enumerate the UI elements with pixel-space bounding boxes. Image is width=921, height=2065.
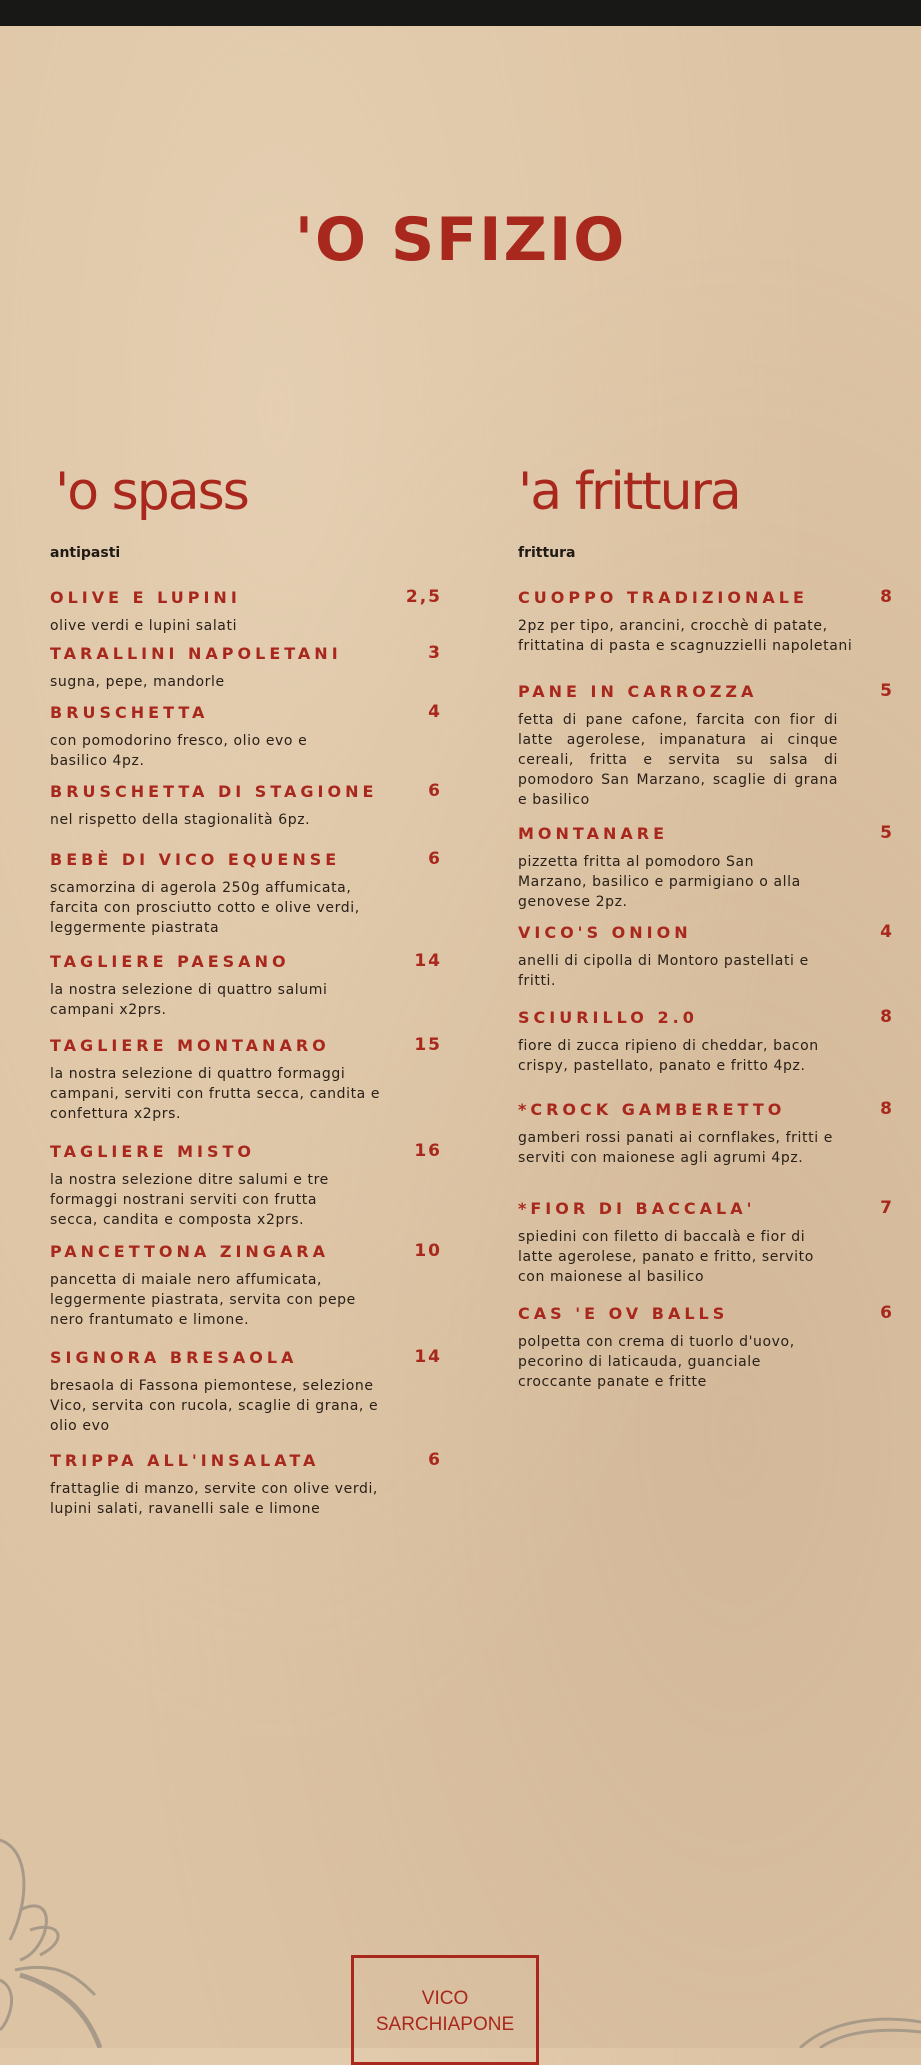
menu-item-header <box>50 1141 442 1161</box>
menu-item-header <box>518 823 894 843</box>
menu-item-price: 2,5 <box>405 587 442 607</box>
menu-item-price: 15 <box>414 1035 442 1055</box>
floral-decoration-icon <box>0 1820 170 2048</box>
menu-item-header <box>50 1450 442 1470</box>
menu-item-name: TAGLIERE PAESANO <box>50 951 290 971</box>
menu-item-description: fetta di pane cafone, farcita con fior di latte agerolese, impanatura ai cinque cereali, fritta e servita su salsa di pomodoro San Marzano, scaglie di grana e basilico <box>518 712 838 808</box>
logo-line-1: VICO <box>421 1988 469 2009</box>
menu-item-name: *FIOR DI BACCALA' <box>518 1198 756 1218</box>
menu-item-header <box>518 681 894 701</box>
menu-item-name: *CROCK GAMBERETTO <box>518 1099 786 1119</box>
menu-item-header <box>50 951 442 971</box>
menu-item-price: 4 <box>880 922 894 942</box>
menu-item <box>50 702 442 771</box>
menu-item-name: BRUSCHETTA DI STAGIONE <box>50 781 378 801</box>
menu-item-header <box>50 587 442 607</box>
menu-item <box>50 849 442 938</box>
logo-vico-sarchiapone <box>351 1955 539 2065</box>
menu-item-header <box>518 922 894 942</box>
page-title: 'O SFIZIO <box>294 205 627 275</box>
menu-item-price: 6 <box>428 1450 442 1470</box>
menu-item-description: scamorzina di agerola 250g affumicata, farcita con prosciutto cotto e olive verdi, leggermente piastrata <box>50 880 360 936</box>
menu-item-description: olive verdi e lupini salati <box>50 618 238 634</box>
menu-item-header <box>518 1007 894 1027</box>
section-subtitle-frittura: frittura <box>518 545 576 561</box>
menu-item-description: spiedini con filetto di baccalà e fior di latte agerolese, panato e fritto, servito con maionese al basilico <box>518 1229 814 1285</box>
menu-item-description: gamberi rossi panati ai cornflakes, fritti e serviti con maionese agli agrumi 4pz. <box>518 1130 833 1166</box>
menu-item-description: pancetta di maiale nero affumicata, leggermente piastrata, servita con pepe nero frantumato e limone. <box>50 1272 356 1328</box>
menu-item-description: la nostra selezione di quattro salumi campani x2prs. <box>50 982 328 1018</box>
menu-item <box>518 823 894 912</box>
menu-item-name: PANCETTONA ZINGARA <box>50 1241 330 1261</box>
menu-item-description: la nostra selezione di quattro formaggi campani, serviti con frutta secca, candita e confettura x2prs. <box>50 1066 381 1122</box>
menu-item-description: sugna, pepe, mandorle <box>50 674 225 690</box>
menu-item-name: BRUSCHETTA <box>50 702 209 722</box>
menu-item-header <box>50 849 442 869</box>
top-bar <box>0 0 921 26</box>
menu-item-price: 8 <box>880 1007 894 1027</box>
menu-item-name: SIGNORA BRESAOLA <box>50 1347 298 1367</box>
menu-item-description: nel rispetto della stagionalità 6pz. <box>50 812 311 828</box>
menu-item-name: TAGLIERE MONTANARO <box>50 1035 330 1055</box>
menu-item <box>50 587 442 636</box>
menu-item <box>518 922 894 991</box>
menu-item <box>50 1450 442 1519</box>
menu-item-header <box>50 1347 442 1367</box>
menu-item-price: 6 <box>428 781 442 801</box>
menu-item-price: 8 <box>880 1099 894 1119</box>
menu-item-description: polpetta con crema di tuorlo d'uovo, pecorino di laticauda, guanciale croccante panate e fritte <box>518 1334 795 1390</box>
menu-item <box>518 1007 894 1076</box>
menu-item <box>50 1035 442 1124</box>
menu-item-description: pizzetta fritta al pomodoro San Marzano, basilico e parmigiano o alla genovese 2pz. <box>518 854 801 910</box>
menu-item <box>50 1141 442 1230</box>
menu-item-description: 2pz per tipo, arancini, crocchè di patate, frittatina di pasta e scagnuzzielli napoletani <box>518 618 853 654</box>
section-subtitle-antipasti: antipasti <box>50 545 121 561</box>
menu-item-price: 5 <box>880 823 894 843</box>
menu-item <box>518 1198 894 1287</box>
menu-item-name: TAGLIERE MISTO <box>50 1141 255 1161</box>
menu-item-price: 16 <box>414 1141 442 1161</box>
menu-item <box>518 587 894 656</box>
menu-item <box>518 1099 894 1168</box>
menu-item-price: 6 <box>880 1303 894 1323</box>
menu-item-price: 6 <box>428 849 442 869</box>
menu-item-name: CAS 'E OV BALLS <box>518 1303 729 1323</box>
menu-item-name: TARALLINI NAPOLETANI <box>50 643 342 663</box>
logo-line-2: SARCHIAPONE <box>375 2014 515 2035</box>
menu-item-description: anelli di cipolla di Montoro pastellati e fritti. <box>518 953 809 989</box>
menu-item-description: la nostra selezione ditre salumi e tre formaggi nostrani serviti con frutta secca, candita e composta x2prs. <box>50 1172 329 1228</box>
menu-item-header <box>518 1099 894 1119</box>
section-title-spass: 'o spass <box>55 462 248 522</box>
menu-item <box>50 951 442 1020</box>
menu-item-header <box>518 1198 894 1218</box>
menu-item-name: BEBÈ DI VICO EQUENSE <box>50 849 341 869</box>
menu-item-price: 3 <box>428 643 442 663</box>
menu-item-price: 5 <box>880 681 894 701</box>
menu-item <box>50 1241 442 1330</box>
menu-item <box>50 643 442 692</box>
menu-item-price: 14 <box>414 1347 442 1367</box>
menu-item-name: SCIURILLO 2.0 <box>518 1007 698 1027</box>
menu-item-header <box>50 1241 442 1261</box>
menu-item-price: 14 <box>414 951 442 971</box>
menu-item-description: bresaola di Fassona piemontese, selezione Vico, servita con rucola, scaglie di grana, e olio evo <box>50 1378 379 1434</box>
menu-item-name: TRIPPA ALL'INSALATA <box>50 1450 320 1470</box>
menu-item-name: MONTANARE <box>518 823 668 843</box>
menu-item-name: PANE IN CARROZZA <box>518 681 758 701</box>
menu-item <box>518 681 894 810</box>
menu-item-header <box>50 702 442 722</box>
menu-item-name: OLIVE E LUPINI <box>50 587 241 607</box>
menu-item-name: CUOPPO TRADIZIONALE <box>518 587 808 607</box>
menu-item-description: frattaglie di manzo, servite con olive verdi, lupini salati, ravanelli sale e limone <box>50 1481 378 1517</box>
menu-item-price: 10 <box>414 1241 442 1261</box>
menu-item-header <box>518 587 894 607</box>
menu-item-price: 4 <box>428 702 442 722</box>
menu-item <box>518 1303 894 1392</box>
menu-item-description: fiore di zucca ripieno di cheddar, bacon crispy, pastellato, panato e fritto 4pz. <box>518 1038 819 1074</box>
menu-item-header <box>50 643 442 663</box>
menu-item-price: 7 <box>880 1198 894 1218</box>
floral-decoration-right-icon <box>790 2010 921 2048</box>
menu-item-description: con pomodorino fresco, olio evo e basilico 4pz. <box>50 733 308 769</box>
menu-item-header <box>50 781 442 801</box>
menu-item-name: VICO'S ONION <box>518 922 692 942</box>
menu-item-header <box>50 1035 442 1055</box>
menu-item-header <box>518 1303 894 1323</box>
menu-item <box>50 1347 442 1436</box>
menu-item <box>50 781 442 830</box>
menu-item-price: 8 <box>880 587 894 607</box>
section-title-frittura: 'a frittura <box>518 462 740 522</box>
